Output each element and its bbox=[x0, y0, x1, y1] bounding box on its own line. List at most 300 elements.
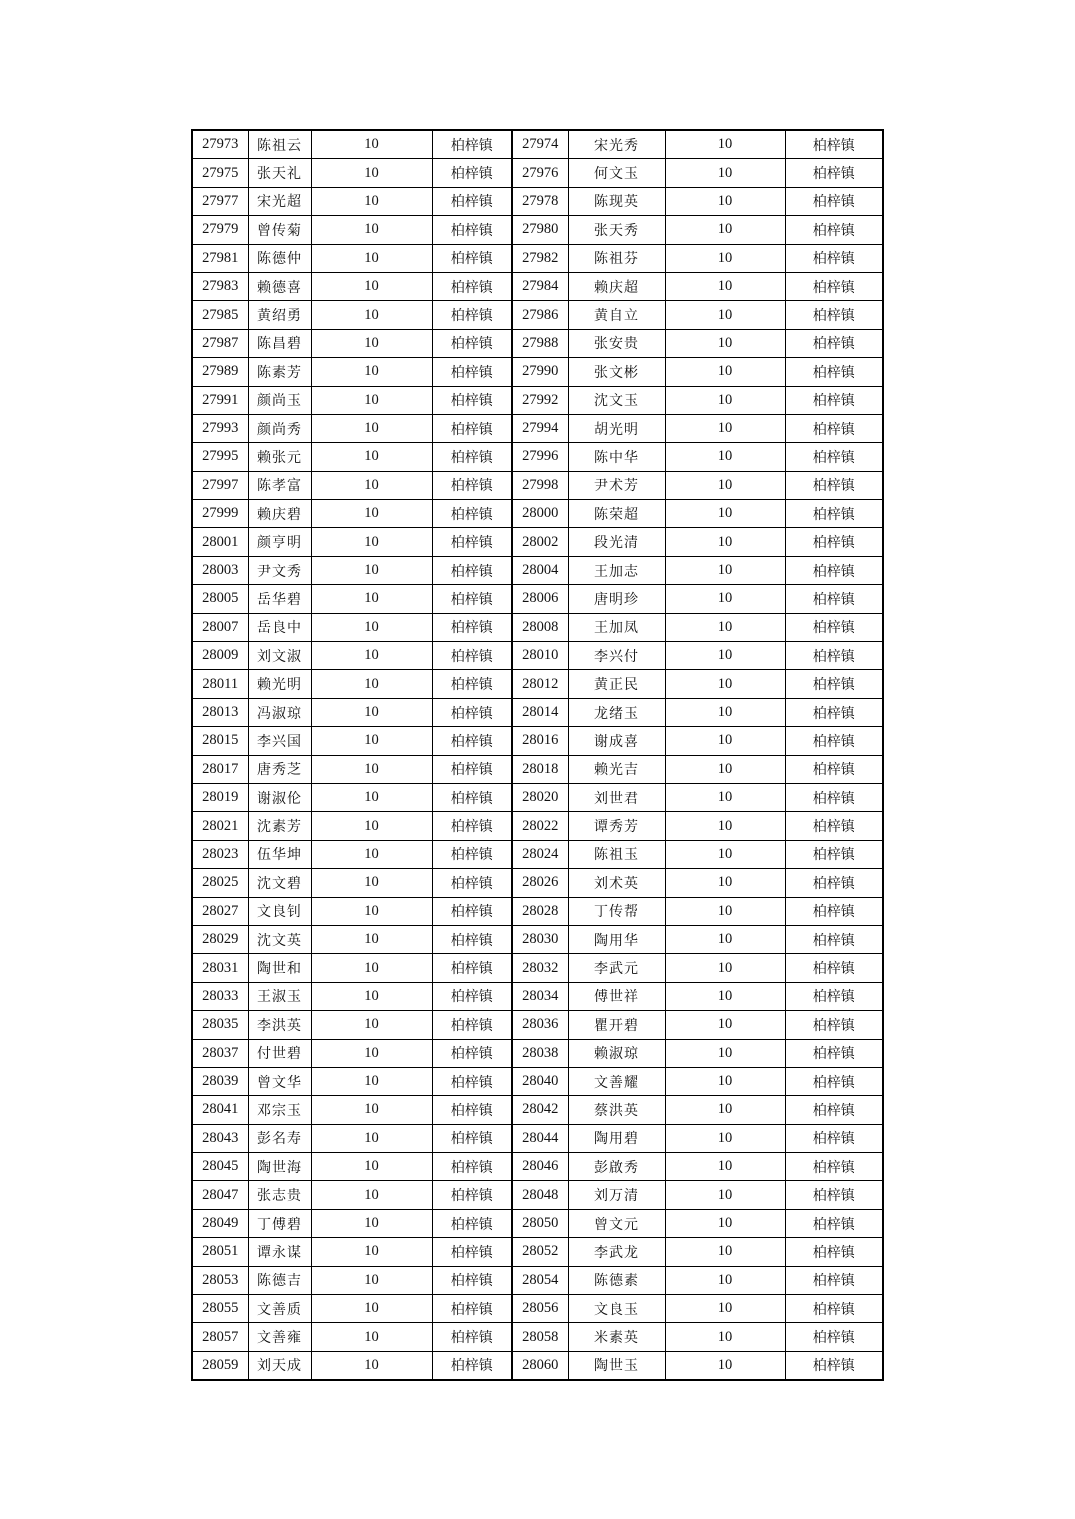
amount-cell: 10 bbox=[311, 159, 432, 187]
person-name-cell: 黄正民 bbox=[568, 670, 665, 698]
town-cell: 柏梓镇 bbox=[785, 1238, 883, 1266]
amount-cell: 10 bbox=[311, 556, 432, 584]
amount-cell: 10 bbox=[311, 1153, 432, 1181]
table-row bbox=[192, 1124, 883, 1152]
person-name-cell: 伍华坤 bbox=[248, 840, 311, 868]
table-row bbox=[192, 329, 883, 357]
record-id-cell: 27984 bbox=[512, 272, 568, 300]
person-name-cell: 文善雍 bbox=[248, 1323, 311, 1351]
record-id-cell: 27985 bbox=[192, 301, 248, 329]
amount-cell: 10 bbox=[311, 443, 432, 471]
record-id-cell: 28022 bbox=[512, 812, 568, 840]
town-cell: 柏梓镇 bbox=[785, 1209, 883, 1237]
person-name-cell: 王加志 bbox=[568, 556, 665, 584]
record-id-cell: 28055 bbox=[192, 1295, 248, 1323]
person-name-cell: 陈孝富 bbox=[248, 471, 311, 499]
town-cell: 柏梓镇 bbox=[432, 897, 512, 925]
table-row bbox=[192, 528, 883, 556]
person-name-cell: 沈文英 bbox=[248, 925, 311, 953]
table-row bbox=[192, 585, 883, 613]
record-id-cell: 28026 bbox=[512, 869, 568, 897]
person-name-cell: 陈荣超 bbox=[568, 500, 665, 528]
record-id-cell: 27993 bbox=[192, 414, 248, 442]
person-name-cell: 李洪英 bbox=[248, 1011, 311, 1039]
table-row bbox=[192, 1351, 883, 1380]
town-cell: 柏梓镇 bbox=[432, 414, 512, 442]
table-row bbox=[192, 812, 883, 840]
amount-cell: 10 bbox=[311, 358, 432, 386]
person-name-cell: 彭啟秀 bbox=[568, 1153, 665, 1181]
town-cell: 柏梓镇 bbox=[785, 244, 883, 272]
table-row bbox=[192, 1181, 883, 1209]
person-name-cell: 陶世和 bbox=[248, 954, 311, 982]
town-cell: 柏梓镇 bbox=[432, 1181, 512, 1209]
person-name-cell: 曾文元 bbox=[568, 1209, 665, 1237]
town-cell: 柏梓镇 bbox=[432, 670, 512, 698]
person-name-cell: 赖庆超 bbox=[568, 272, 665, 300]
amount-cell: 10 bbox=[311, 130, 432, 159]
amount-cell: 10 bbox=[311, 783, 432, 811]
person-name-cell: 沈文玉 bbox=[568, 386, 665, 414]
record-id-cell: 28019 bbox=[192, 783, 248, 811]
record-id-cell: 28039 bbox=[192, 1067, 248, 1095]
table-row bbox=[192, 556, 883, 584]
amount-cell: 10 bbox=[311, 1096, 432, 1124]
town-cell: 柏梓镇 bbox=[432, 216, 512, 244]
record-id-cell: 28051 bbox=[192, 1238, 248, 1266]
town-cell: 柏梓镇 bbox=[432, 471, 512, 499]
record-id-cell: 28029 bbox=[192, 925, 248, 953]
record-id-cell: 28004 bbox=[512, 556, 568, 584]
record-id-cell: 27976 bbox=[512, 159, 568, 187]
record-id-cell: 28025 bbox=[192, 869, 248, 897]
record-id-cell: 28043 bbox=[192, 1124, 248, 1152]
record-id-cell: 28048 bbox=[512, 1181, 568, 1209]
record-id-cell: 27998 bbox=[512, 471, 568, 499]
town-cell: 柏梓镇 bbox=[785, 897, 883, 925]
town-cell: 柏梓镇 bbox=[432, 528, 512, 556]
record-id-cell: 27980 bbox=[512, 216, 568, 244]
person-name-cell: 陶世玉 bbox=[568, 1351, 665, 1380]
town-cell: 柏梓镇 bbox=[432, 1067, 512, 1095]
town-cell: 柏梓镇 bbox=[785, 954, 883, 982]
town-cell: 柏梓镇 bbox=[785, 670, 883, 698]
record-id-cell: 28011 bbox=[192, 670, 248, 698]
table-row bbox=[192, 244, 883, 272]
town-cell: 柏梓镇 bbox=[785, 1124, 883, 1152]
record-id-cell: 28013 bbox=[192, 698, 248, 726]
record-id-cell: 28050 bbox=[512, 1209, 568, 1237]
amount-cell: 10 bbox=[311, 642, 432, 670]
town-cell: 柏梓镇 bbox=[432, 1096, 512, 1124]
table-row bbox=[192, 187, 883, 215]
amount-cell: 10 bbox=[665, 840, 785, 868]
record-id-cell: 28027 bbox=[192, 897, 248, 925]
record-id-cell: 28012 bbox=[512, 670, 568, 698]
amount-cell: 10 bbox=[665, 358, 785, 386]
person-name-cell: 黄自立 bbox=[568, 301, 665, 329]
person-name-cell: 陈德吉 bbox=[248, 1266, 311, 1294]
town-cell: 柏梓镇 bbox=[785, 812, 883, 840]
record-id-cell: 27987 bbox=[192, 329, 248, 357]
amount-cell: 10 bbox=[665, 500, 785, 528]
town-cell: 柏梓镇 bbox=[785, 727, 883, 755]
person-name-cell: 段光清 bbox=[568, 528, 665, 556]
town-cell: 柏梓镇 bbox=[432, 642, 512, 670]
person-name-cell: 冯淑琼 bbox=[248, 698, 311, 726]
town-cell: 柏梓镇 bbox=[432, 812, 512, 840]
town-cell: 柏梓镇 bbox=[432, 698, 512, 726]
town-cell: 柏梓镇 bbox=[432, 159, 512, 187]
record-id-cell: 28016 bbox=[512, 727, 568, 755]
town-cell: 柏梓镇 bbox=[785, 755, 883, 783]
record-id-cell: 28008 bbox=[512, 613, 568, 641]
amount-cell: 10 bbox=[665, 642, 785, 670]
record-id-cell: 27979 bbox=[192, 216, 248, 244]
amount-cell: 10 bbox=[311, 585, 432, 613]
record-id-cell: 28058 bbox=[512, 1323, 568, 1351]
amount-cell: 10 bbox=[311, 1181, 432, 1209]
table-row bbox=[192, 982, 883, 1010]
table-row bbox=[192, 613, 883, 641]
roster-body bbox=[192, 130, 883, 1380]
record-id-cell: 27989 bbox=[192, 358, 248, 386]
record-id-cell: 27992 bbox=[512, 386, 568, 414]
roster-table bbox=[191, 129, 884, 1381]
person-name-cell: 赖庆碧 bbox=[248, 500, 311, 528]
person-name-cell: 李武元 bbox=[568, 954, 665, 982]
town-cell: 柏梓镇 bbox=[432, 1351, 512, 1380]
record-id-cell: 28023 bbox=[192, 840, 248, 868]
record-id-cell: 28052 bbox=[512, 1238, 568, 1266]
record-id-cell: 27991 bbox=[192, 386, 248, 414]
record-id-cell: 28056 bbox=[512, 1295, 568, 1323]
town-cell: 柏梓镇 bbox=[432, 613, 512, 641]
person-name-cell: 谢淑伦 bbox=[248, 783, 311, 811]
person-name-cell: 丁傅碧 bbox=[248, 1209, 311, 1237]
town-cell: 柏梓镇 bbox=[785, 358, 883, 386]
town-cell: 柏梓镇 bbox=[432, 1011, 512, 1039]
record-id-cell: 27995 bbox=[192, 443, 248, 471]
person-name-cell: 李兴付 bbox=[568, 642, 665, 670]
record-id-cell: 28007 bbox=[192, 613, 248, 641]
town-cell: 柏梓镇 bbox=[785, 159, 883, 187]
amount-cell: 10 bbox=[665, 925, 785, 953]
town-cell: 柏梓镇 bbox=[432, 1153, 512, 1181]
amount-cell: 10 bbox=[665, 528, 785, 556]
person-name-cell: 陶用华 bbox=[568, 925, 665, 953]
person-name-cell: 刘文淑 bbox=[248, 642, 311, 670]
record-id-cell: 27999 bbox=[192, 500, 248, 528]
town-cell: 柏梓镇 bbox=[785, 642, 883, 670]
record-id-cell: 28001 bbox=[192, 528, 248, 556]
amount-cell: 10 bbox=[665, 1323, 785, 1351]
person-name-cell: 文良玉 bbox=[568, 1295, 665, 1323]
amount-cell: 10 bbox=[665, 869, 785, 897]
town-cell: 柏梓镇 bbox=[432, 358, 512, 386]
record-id-cell: 28017 bbox=[192, 755, 248, 783]
town-cell: 柏梓镇 bbox=[432, 1266, 512, 1294]
amount-cell: 10 bbox=[665, 216, 785, 244]
person-name-cell: 张志贵 bbox=[248, 1181, 311, 1209]
town-cell: 柏梓镇 bbox=[432, 187, 512, 215]
amount-cell: 10 bbox=[311, 755, 432, 783]
record-id-cell: 28041 bbox=[192, 1096, 248, 1124]
table-row bbox=[192, 500, 883, 528]
amount-cell: 10 bbox=[665, 1124, 785, 1152]
amount-cell: 10 bbox=[665, 812, 785, 840]
amount-cell: 10 bbox=[311, 528, 432, 556]
amount-cell: 10 bbox=[665, 755, 785, 783]
amount-cell: 10 bbox=[665, 556, 785, 584]
person-name-cell: 唐明珍 bbox=[568, 585, 665, 613]
table-row bbox=[192, 216, 883, 244]
person-name-cell: 陈德仲 bbox=[248, 244, 311, 272]
person-name-cell: 王淑玉 bbox=[248, 982, 311, 1010]
record-id-cell: 28046 bbox=[512, 1153, 568, 1181]
amount-cell: 10 bbox=[665, 1238, 785, 1266]
town-cell: 柏梓镇 bbox=[785, 187, 883, 215]
record-id-cell: 28054 bbox=[512, 1266, 568, 1294]
person-name-cell: 张天礼 bbox=[248, 159, 311, 187]
person-name-cell: 文善耀 bbox=[568, 1067, 665, 1095]
record-id-cell: 28032 bbox=[512, 954, 568, 982]
town-cell: 柏梓镇 bbox=[785, 1323, 883, 1351]
town-cell: 柏梓镇 bbox=[785, 272, 883, 300]
amount-cell: 10 bbox=[311, 670, 432, 698]
person-name-cell: 谭秀芳 bbox=[568, 812, 665, 840]
town-cell: 柏梓镇 bbox=[785, 1096, 883, 1124]
record-id-cell: 28049 bbox=[192, 1209, 248, 1237]
amount-cell: 10 bbox=[665, 982, 785, 1010]
person-name-cell: 付世碧 bbox=[248, 1039, 311, 1067]
town-cell: 柏梓镇 bbox=[785, 1351, 883, 1380]
table-row bbox=[192, 159, 883, 187]
record-id-cell: 27988 bbox=[512, 329, 568, 357]
town-cell: 柏梓镇 bbox=[785, 1153, 883, 1181]
town-cell: 柏梓镇 bbox=[432, 727, 512, 755]
amount-cell: 10 bbox=[311, 1039, 432, 1067]
record-id-cell: 28035 bbox=[192, 1011, 248, 1039]
town-cell: 柏梓镇 bbox=[432, 386, 512, 414]
town-cell: 柏梓镇 bbox=[785, 982, 883, 1010]
record-id-cell: 28036 bbox=[512, 1011, 568, 1039]
town-cell: 柏梓镇 bbox=[432, 1209, 512, 1237]
town-cell: 柏梓镇 bbox=[785, 130, 883, 159]
record-id-cell: 28053 bbox=[192, 1266, 248, 1294]
amount-cell: 10 bbox=[665, 301, 785, 329]
record-id-cell: 28059 bbox=[192, 1351, 248, 1380]
table-row bbox=[192, 954, 883, 982]
record-id-cell: 28038 bbox=[512, 1039, 568, 1067]
record-id-cell: 28047 bbox=[192, 1181, 248, 1209]
table-row bbox=[192, 1096, 883, 1124]
table-row bbox=[192, 1039, 883, 1067]
town-cell: 柏梓镇 bbox=[785, 1067, 883, 1095]
amount-cell: 10 bbox=[311, 925, 432, 953]
town-cell: 柏梓镇 bbox=[785, 698, 883, 726]
record-id-cell: 27983 bbox=[192, 272, 248, 300]
amount-cell: 10 bbox=[665, 954, 785, 982]
record-id-cell: 28044 bbox=[512, 1124, 568, 1152]
record-id-cell: 27981 bbox=[192, 244, 248, 272]
town-cell: 柏梓镇 bbox=[785, 414, 883, 442]
person-name-cell: 沈素芳 bbox=[248, 812, 311, 840]
person-name-cell: 陈中华 bbox=[568, 443, 665, 471]
town-cell: 柏梓镇 bbox=[785, 840, 883, 868]
town-cell: 柏梓镇 bbox=[432, 272, 512, 300]
amount-cell: 10 bbox=[665, 613, 785, 641]
town-cell: 柏梓镇 bbox=[785, 471, 883, 499]
table-row bbox=[192, 925, 883, 953]
town-cell: 柏梓镇 bbox=[785, 1295, 883, 1323]
person-name-cell: 赖光吉 bbox=[568, 755, 665, 783]
table-row bbox=[192, 840, 883, 868]
table-row bbox=[192, 471, 883, 499]
person-name-cell: 刘万清 bbox=[568, 1181, 665, 1209]
person-name-cell: 赖德喜 bbox=[248, 272, 311, 300]
person-name-cell: 宋光超 bbox=[248, 187, 311, 215]
table-row bbox=[192, 443, 883, 471]
record-id-cell: 27996 bbox=[512, 443, 568, 471]
record-id-cell: 28037 bbox=[192, 1039, 248, 1067]
record-id-cell: 27990 bbox=[512, 358, 568, 386]
amount-cell: 10 bbox=[311, 1209, 432, 1237]
person-name-cell: 刘天成 bbox=[248, 1351, 311, 1380]
table-row bbox=[192, 358, 883, 386]
person-name-cell: 赖光明 bbox=[248, 670, 311, 698]
person-name-cell: 谭永谋 bbox=[248, 1238, 311, 1266]
person-name-cell: 宋光秀 bbox=[568, 130, 665, 159]
person-name-cell: 文良钊 bbox=[248, 897, 311, 925]
person-name-cell: 陈祖芬 bbox=[568, 244, 665, 272]
record-id-cell: 27997 bbox=[192, 471, 248, 499]
amount-cell: 10 bbox=[665, 670, 785, 698]
record-id-cell: 28028 bbox=[512, 897, 568, 925]
record-id-cell: 28030 bbox=[512, 925, 568, 953]
record-id-cell: 28057 bbox=[192, 1323, 248, 1351]
person-name-cell: 陈昌碧 bbox=[248, 329, 311, 357]
person-name-cell: 何文玉 bbox=[568, 159, 665, 187]
person-name-cell: 李兴国 bbox=[248, 727, 311, 755]
person-name-cell: 陶世海 bbox=[248, 1153, 311, 1181]
record-id-cell: 28009 bbox=[192, 642, 248, 670]
amount-cell: 10 bbox=[311, 1323, 432, 1351]
town-cell: 柏梓镇 bbox=[785, 329, 883, 357]
amount-cell: 10 bbox=[665, 1011, 785, 1039]
person-name-cell: 岳华碧 bbox=[248, 585, 311, 613]
amount-cell: 10 bbox=[311, 414, 432, 442]
record-id-cell: 28003 bbox=[192, 556, 248, 584]
person-name-cell: 傅世祥 bbox=[568, 982, 665, 1010]
table-row bbox=[192, 727, 883, 755]
town-cell: 柏梓镇 bbox=[785, 869, 883, 897]
town-cell: 柏梓镇 bbox=[432, 130, 512, 159]
person-name-cell: 黄绍勇 bbox=[248, 301, 311, 329]
record-id-cell: 28040 bbox=[512, 1067, 568, 1095]
town-cell: 柏梓镇 bbox=[432, 500, 512, 528]
amount-cell: 10 bbox=[311, 1238, 432, 1266]
person-name-cell: 曾文华 bbox=[248, 1067, 311, 1095]
person-name-cell: 陶用碧 bbox=[568, 1124, 665, 1152]
table-row bbox=[192, 130, 883, 159]
person-name-cell: 尹文秀 bbox=[248, 556, 311, 584]
town-cell: 柏梓镇 bbox=[785, 1181, 883, 1209]
person-name-cell: 沈文碧 bbox=[248, 869, 311, 897]
person-name-cell: 米素英 bbox=[568, 1323, 665, 1351]
table-row bbox=[192, 386, 883, 414]
amount-cell: 10 bbox=[665, 329, 785, 357]
table-row bbox=[192, 1238, 883, 1266]
person-name-cell: 陈德素 bbox=[568, 1266, 665, 1294]
town-cell: 柏梓镇 bbox=[785, 443, 883, 471]
amount-cell: 10 bbox=[311, 386, 432, 414]
record-id-cell: 27982 bbox=[512, 244, 568, 272]
town-cell: 柏梓镇 bbox=[432, 585, 512, 613]
amount-cell: 10 bbox=[665, 130, 785, 159]
record-id-cell: 28018 bbox=[512, 755, 568, 783]
amount-cell: 10 bbox=[311, 471, 432, 499]
table-row bbox=[192, 783, 883, 811]
amount-cell: 10 bbox=[311, 1124, 432, 1152]
record-id-cell: 28060 bbox=[512, 1351, 568, 1380]
town-cell: 柏梓镇 bbox=[432, 982, 512, 1010]
record-id-cell: 28005 bbox=[192, 585, 248, 613]
record-id-cell: 28020 bbox=[512, 783, 568, 811]
person-name-cell: 张天秀 bbox=[568, 216, 665, 244]
town-cell: 柏梓镇 bbox=[432, 1295, 512, 1323]
record-id-cell: 28015 bbox=[192, 727, 248, 755]
town-cell: 柏梓镇 bbox=[432, 301, 512, 329]
person-name-cell: 邓宗玉 bbox=[248, 1096, 311, 1124]
amount-cell: 10 bbox=[311, 1011, 432, 1039]
person-name-cell: 谢成喜 bbox=[568, 727, 665, 755]
amount-cell: 10 bbox=[665, 1295, 785, 1323]
town-cell: 柏梓镇 bbox=[785, 783, 883, 811]
amount-cell: 10 bbox=[311, 1266, 432, 1294]
amount-cell: 10 bbox=[311, 698, 432, 726]
amount-cell: 10 bbox=[311, 840, 432, 868]
amount-cell: 10 bbox=[665, 585, 785, 613]
table-row bbox=[192, 1067, 883, 1095]
town-cell: 柏梓镇 bbox=[785, 925, 883, 953]
town-cell: 柏梓镇 bbox=[432, 329, 512, 357]
person-name-cell: 陈祖云 bbox=[248, 130, 311, 159]
table-row bbox=[192, 1209, 883, 1237]
town-cell: 柏梓镇 bbox=[785, 1266, 883, 1294]
town-cell: 柏梓镇 bbox=[785, 301, 883, 329]
person-name-cell: 丁传帮 bbox=[568, 897, 665, 925]
record-id-cell: 28002 bbox=[512, 528, 568, 556]
town-cell: 柏梓镇 bbox=[432, 1124, 512, 1152]
amount-cell: 10 bbox=[665, 1351, 785, 1380]
person-name-cell: 张安贵 bbox=[568, 329, 665, 357]
amount-cell: 10 bbox=[311, 500, 432, 528]
person-name-cell: 蔡洪英 bbox=[568, 1096, 665, 1124]
amount-cell: 10 bbox=[665, 159, 785, 187]
amount-cell: 10 bbox=[665, 783, 785, 811]
record-id-cell: 27978 bbox=[512, 187, 568, 215]
table-row bbox=[192, 755, 883, 783]
amount-cell: 10 bbox=[311, 1067, 432, 1095]
table-row bbox=[192, 642, 883, 670]
amount-cell: 10 bbox=[665, 1209, 785, 1237]
amount-cell: 10 bbox=[665, 897, 785, 925]
amount-cell: 10 bbox=[311, 187, 432, 215]
record-id-cell: 28024 bbox=[512, 840, 568, 868]
table-row bbox=[192, 670, 883, 698]
amount-cell: 10 bbox=[665, 1181, 785, 1209]
